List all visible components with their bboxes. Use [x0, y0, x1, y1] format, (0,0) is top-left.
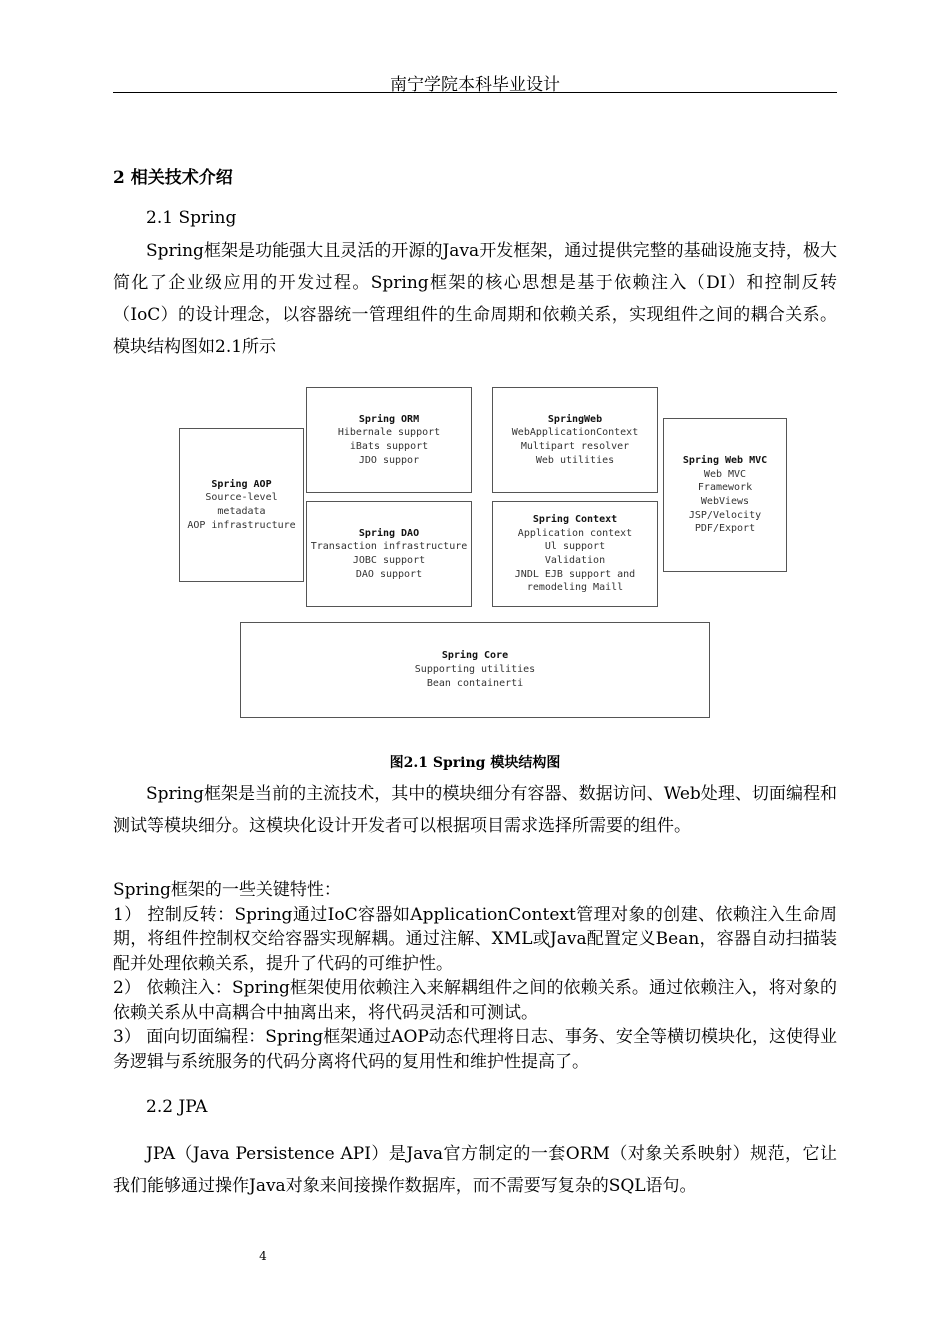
- box-line: Validation: [544, 555, 606, 566]
- box-line: Transaction infrastructure: [310, 541, 468, 553]
- box-line: JDO suppor: [358, 454, 420, 466]
- box-line: Source-level: [205, 492, 278, 504]
- figure-caption: 图2.1 Spring 模块结构图: [389, 755, 561, 771]
- box-line: Web utilities: [535, 454, 615, 466]
- box-title: Spring Context: [532, 513, 618, 525]
- box-line: DAO support: [355, 568, 423, 580]
- list-item: 3） 面向切面编程：Spring框架通过AOP动态代理将日志、事务、安全等横切模块化，这使得业务逻辑与系统服务的代码分离将代码的复用性和维护性提高了。: [113, 1027, 837, 1072]
- box-line: remodeling Maill: [526, 582, 624, 594]
- modules-paragraph: [113, 778, 837, 842]
- section-heading: 2 相关技术介绍: [113, 168, 233, 188]
- box-spring-orm: [306, 387, 472, 493]
- box-line: JOBC support: [352, 555, 426, 566]
- box-line: WebApplicationContext: [511, 427, 639, 439]
- box-title: Spring Core: [441, 650, 509, 662]
- box-line: Ul support: [544, 541, 606, 553]
- box-line: AOP infrastructure: [187, 519, 296, 531]
- box-line: PDF/Export: [694, 523, 756, 535]
- box-line: JSP/Velocity: [688, 509, 762, 521]
- box-title: Spring DAO: [358, 527, 420, 539]
- box-line: WebViews: [700, 496, 750, 507]
- intro-paragraph: [113, 235, 837, 363]
- box-title: Spring AOP: [211, 478, 272, 490]
- box-line: Application context: [517, 527, 633, 539]
- box-line: JNDL EJB support and: [514, 568, 636, 580]
- box-line: iBats support: [349, 441, 429, 452]
- box-line: Web MVC: [703, 468, 747, 480]
- box-line: Multipart resolver: [520, 441, 630, 452]
- header-rule: [113, 92, 837, 93]
- box-line: Bean containerti: [426, 677, 524, 689]
- box-line: metadata: [217, 506, 266, 517]
- box-spring-dao: [306, 501, 472, 607]
- modules-text: Spring框架是当前的主流技术，其中的模块细分有容器、数据访问、Web处理、切面编程和测试等模块细分。这模块化设计开发者可以根据项目需求选择所需要的组件。: [113, 784, 837, 836]
- box-spring-aop: [179, 428, 304, 582]
- box-spring-web-mvc: [663, 418, 787, 572]
- subsection-heading-spring: 2.1 Spring: [146, 208, 237, 228]
- jpa-text: JPA（Java Persistence API）是Java官方制定的一套ORM（对象关系映射）规范，它让我们能够通过操作Java对象来间接操作数据库，而不需要写复杂的SQL语句。: [113, 1144, 837, 1196]
- list-item: 2） 依赖注入：Spring框架使用依赖注入来解耦组件之间的依赖关系。通过依赖注入，将对象的依赖关系从中高耦合中抽离出来，将代码灵活和可测试。: [113, 978, 837, 1023]
- subsection-heading-jpa: 2.2 JPA: [146, 1097, 208, 1117]
- box-title: Spring Web MVC: [682, 454, 768, 466]
- box-line: Hibernale support: [337, 427, 441, 439]
- box-line: Framework: [697, 482, 753, 494]
- box-title: SpringWeb: [547, 413, 603, 425]
- list-item: 1） 控制反转：Spring通过IoC容器如ApplicationContext管理对象的创建、依赖注入生命周期，将组件控制权交给容器实现解耦。通过注解、XML或Java配置定义Bean，容器自动扫描装配并处理依赖关系，提升了代码的可维护性。: [113, 904, 837, 974]
- features-list: [113, 878, 837, 1074]
- box-line: Supporting utilities: [414, 664, 536, 676]
- page-number: 4: [259, 1249, 267, 1263]
- features-intro: Spring框架的一些关键特性：: [113, 880, 341, 900]
- page-header: 南宁学院本科毕业设计: [390, 75, 560, 95]
- box-spring-context: [492, 501, 658, 607]
- box-title: Spring ORM: [358, 413, 420, 425]
- box-spring-web: [492, 387, 658, 493]
- box-spring-core: [240, 622, 710, 718]
- jpa-paragraph: [113, 1138, 837, 1202]
- intro-text: Spring框架是功能强大且灵活的开源的Java开发框架，通过提供完整的基础设施支持，极大简化了企业级应用的开发过程。Spring框架的核心思想是基于依赖注入（DI）和控制反转（IoC）的设计理念，以容器统一管理组件的生命周期和依赖关系，实现组件之间的耦合关系。模块结构图如2.1所示: [113, 241, 837, 357]
